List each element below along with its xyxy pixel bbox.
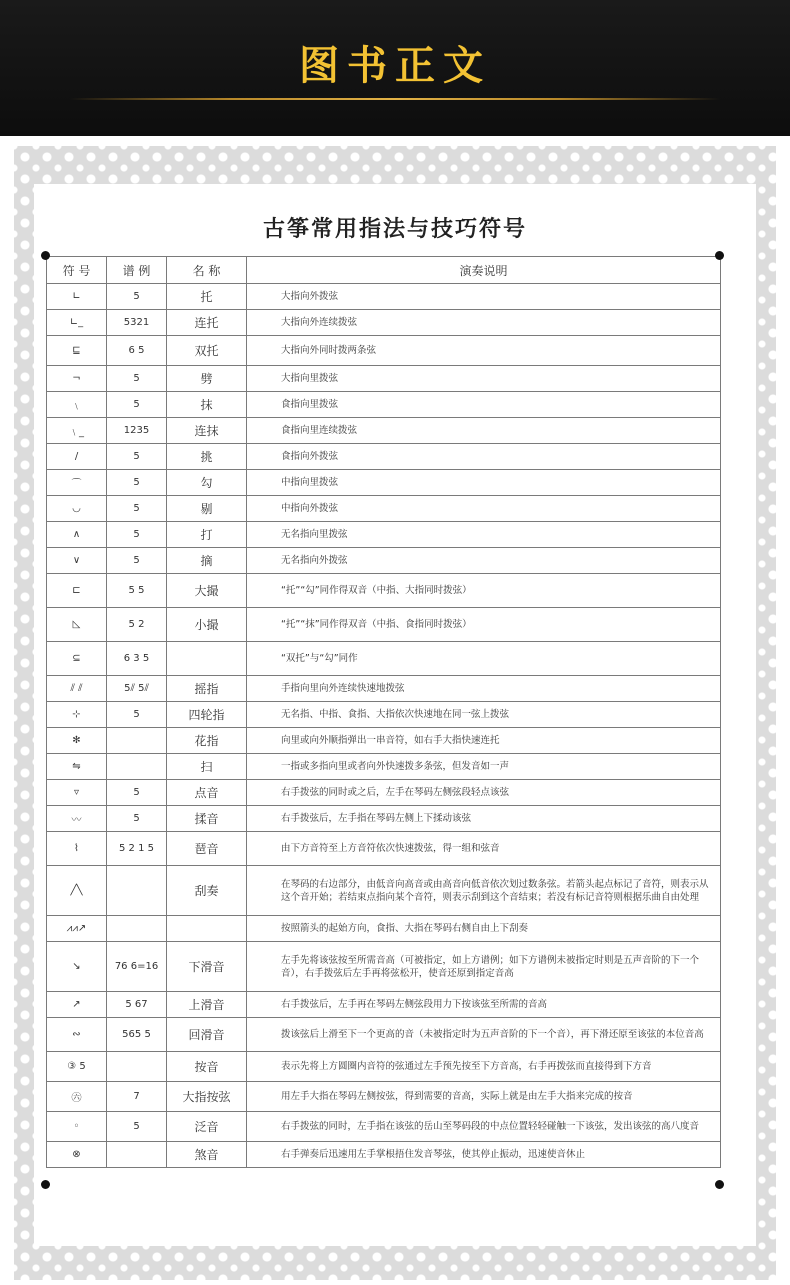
symbol-cell: ╱╲ <box>47 866 107 916</box>
symbol-cell: ↗ <box>47 992 107 1018</box>
example-cell: 5 <box>107 548 167 574</box>
example-cell: 6 5 <box>107 336 167 366</box>
name-cell: 连抹 <box>167 418 247 444</box>
example-cell: 5 <box>107 444 167 470</box>
table-row <box>47 444 721 470</box>
example-cell <box>107 728 167 754</box>
table-row <box>47 496 721 522</box>
symbol-cell: ⌒ <box>47 470 107 496</box>
name-cell: 下滑音 <box>167 942 247 992</box>
table-row <box>47 470 721 496</box>
description-cell: 表示先将上方圆圈内音符的弦通过左手预先按至下方音高，右手再拨弦而直接得到下方音 <box>247 1052 721 1082</box>
symbol-cell: ¬ <box>47 366 107 392</box>
symbol-cell: ∧ <box>47 522 107 548</box>
table-row <box>47 574 721 608</box>
name-cell: 劈 <box>167 366 247 392</box>
description-cell: 一指或多指向里或者向外快速拨多条弦，但发音如一声 <box>247 754 721 780</box>
table-row <box>47 1112 721 1142</box>
name-cell <box>167 916 247 942</box>
header-symbol: 符 号 <box>47 257 107 284</box>
table-row <box>47 992 721 1018</box>
description-cell: 无名指向外拨弦 <box>247 548 721 574</box>
example-cell: 5 <box>107 284 167 310</box>
name-cell: 抹 <box>167 392 247 418</box>
example-cell <box>107 866 167 916</box>
symbol-cell: ∾ <box>47 1018 107 1052</box>
example-cell: 5 <box>107 496 167 522</box>
name-cell: 泛音 <box>167 1112 247 1142</box>
symbol-cell: / <box>47 444 107 470</box>
example-cell: 76 6=16 <box>107 942 167 992</box>
name-cell: 大指按弦 <box>167 1082 247 1112</box>
description-cell: 拨该弦后上滑至下一个更高的音（未被指定时为五声音阶的下一个音），再下滑还原至该弦的本位音高 <box>247 1018 721 1052</box>
corner-dot <box>41 1180 50 1189</box>
example-cell <box>107 916 167 942</box>
symbol-cell: ㊅ <box>47 1082 107 1112</box>
example-cell <box>107 1052 167 1082</box>
description-cell: 在琴码的右边部分，由低音向高音或由高音向低音依次划过数条弦。若箭头起点标记了音符，则表示从这个音开始；若结束点指向某个音符，则表示刮到这个音结束；若没有标记音符则根据乐曲自由处理 <box>247 866 721 916</box>
example-cell: 5 67 <box>107 992 167 1018</box>
example-cell: 1235 <box>107 418 167 444</box>
header-name: 名 称 <box>167 257 247 284</box>
description-cell: 右手拨弦的同时或之后，左手在琴码左侧弦段轻点该弦 <box>247 780 721 806</box>
name-cell: 扫 <box>167 754 247 780</box>
description-cell: 大指向外同时拨两条弦 <box>247 336 721 366</box>
name-cell: 双托 <box>167 336 247 366</box>
name-cell: 托 <box>167 284 247 310</box>
corner-dot <box>715 1180 724 1189</box>
description-cell: 无名指向里拨弦 <box>247 522 721 548</box>
description-cell: 用左手大指在琴码左侧按弦，得到需要的音高，实际上就是由左手大指来完成的按音 <box>247 1082 721 1112</box>
content-sheet <box>34 184 756 1246</box>
table-row <box>47 1082 721 1112</box>
table-row <box>47 916 721 942</box>
name-cell: 琶音 <box>167 832 247 866</box>
symbol-cell: ⊗ <box>47 1142 107 1168</box>
description-cell: 食指向外拨弦 <box>247 444 721 470</box>
table-row <box>47 310 721 336</box>
symbol-cell: ↘ <box>47 942 107 992</box>
name-cell: 刮奏 <box>167 866 247 916</box>
description-cell: 食指向里拨弦 <box>247 392 721 418</box>
description-cell: 右手拨弦后，左手再在琴码左侧弦段用力下按该弦至所需的音高 <box>247 992 721 1018</box>
example-cell: 5 <box>107 806 167 832</box>
book-page <box>14 146 776 1280</box>
table-row <box>47 522 721 548</box>
example-cell: 5 <box>107 366 167 392</box>
symbol-cell: ◡ <box>47 496 107 522</box>
description-cell: 手指向里向外连续快速地拨弦 <box>247 676 721 702</box>
example-cell: 5 <box>107 780 167 806</box>
header-banner <box>0 0 790 136</box>
symbol-cell: ✻ <box>47 728 107 754</box>
description-cell: 向里或向外顺指弹出一串音符，如右手大指快速连托 <box>247 728 721 754</box>
document-title: 古筝常用指法与技巧符号 <box>262 217 527 242</box>
description-cell: 无名指、中指、食指、大指依次快速地在同一弦上拨弦 <box>247 702 721 728</box>
name-cell: 摇指 <box>167 676 247 702</box>
table-row <box>47 392 721 418</box>
symbol-cell: ▿ <box>47 780 107 806</box>
name-cell: 上滑音 <box>167 992 247 1018</box>
table-row <box>47 832 721 866</box>
example-cell: 5 <box>107 392 167 418</box>
example-cell <box>107 754 167 780</box>
description-cell: 按照箭头的起始方向，食指、大指在琴码右侧自由上下刮奏 <box>247 916 721 942</box>
name-cell: 挑 <box>167 444 247 470</box>
description-cell: 右手拨弦后，左手指在琴码左侧上下揉动该弦 <box>247 806 721 832</box>
example-cell: 5 <box>107 702 167 728</box>
name-cell: 花指 <box>167 728 247 754</box>
table-row <box>47 702 721 728</box>
symbol-table <box>46 256 721 1168</box>
example-cell: 5 <box>107 470 167 496</box>
name-cell: 煞音 <box>167 1142 247 1168</box>
symbol-cell: ∨ <box>47 548 107 574</box>
description-cell: “托”“抹”同作得双音（中指、食指同时拨弦） <box>247 608 721 642</box>
name-cell: 摘 <box>167 548 247 574</box>
symbol-cell: ⌇ <box>47 832 107 866</box>
symbol-cell: ⊹ <box>47 702 107 728</box>
table-row <box>47 806 721 832</box>
table-row <box>47 942 721 992</box>
description-cell: 由下方音符至上方音符依次快速拨弦，得一组和弦音 <box>247 832 721 866</box>
symbol-cell: 〰 <box>47 806 107 832</box>
example-cell: 5 <box>107 1112 167 1142</box>
description-cell: 大指向里拨弦 <box>247 366 721 392</box>
name-cell: 打 <box>167 522 247 548</box>
symbol-cell: ③ 5 <box>47 1052 107 1082</box>
example-cell: 565 5 <box>107 1018 167 1052</box>
table-row <box>47 754 721 780</box>
table-row <box>47 418 721 444</box>
example-cell: 5⫽ 5⫽ <box>107 676 167 702</box>
description-cell: 大指向外拨弦 <box>247 284 721 310</box>
example-cell: 7 <box>107 1082 167 1112</box>
name-cell: 四轮指 <box>167 702 247 728</box>
table-row <box>47 728 721 754</box>
example-cell: 5 2 <box>107 608 167 642</box>
description-cell: 左手先将该弦按至所需音高（可被指定，如上方谱例；如下方谱例未被指定时则是五声音阶的下一个音），右手拨弦后左手再将弦松开，使音还原到指定音高 <box>247 942 721 992</box>
symbol-cell: ⫽ ⫽ <box>47 676 107 702</box>
banner-divider <box>70 98 720 100</box>
table-row <box>47 336 721 366</box>
description-cell: “托”“勾”同作得双音（中指、大指同时拨弦） <box>247 574 721 608</box>
symbol-cell: ⇋ <box>47 754 107 780</box>
table-row <box>47 548 721 574</box>
table-row <box>47 284 721 310</box>
name-cell: 揉音 <box>167 806 247 832</box>
name-cell: 点音 <box>167 780 247 806</box>
name-cell: 小撮 <box>167 608 247 642</box>
table-row <box>47 1142 721 1168</box>
symbol-cell: ∟ <box>47 284 107 310</box>
symbol-cell: ◺ <box>47 608 107 642</box>
symbol-cell: ⩘⩘↗ <box>47 916 107 942</box>
table-row <box>47 642 721 676</box>
symbol-cell: ⊆ <box>47 642 107 676</box>
description-cell: “双托”与“勾”同作 <box>247 642 721 676</box>
description-cell: 右手拨弦的同时，左手指在该弦的岳山至琴码段的中点位置轻轻碰触一下该弦，发出该弦的高八度音 <box>247 1112 721 1142</box>
banner-title: 图书正文 <box>299 43 491 89</box>
corner-dot <box>715 251 724 260</box>
description-cell: 中指向里拨弦 <box>247 470 721 496</box>
symbol-cell: ⊏ <box>47 574 107 608</box>
symbol-cell: ﹨ <box>47 392 107 418</box>
symbol-cell: ⊑ <box>47 336 107 366</box>
table-row <box>47 866 721 916</box>
symbol-cell: ﹨_ <box>47 418 107 444</box>
table-row <box>47 1018 721 1052</box>
table-row <box>47 366 721 392</box>
example-cell: 5 5 <box>107 574 167 608</box>
corner-dot <box>41 251 50 260</box>
description-cell: 右手弹奏后迅速用左手掌根捂住发音琴弦，使其停止振动，迅速使音休止 <box>247 1142 721 1168</box>
name-cell: 回滑音 <box>167 1018 247 1052</box>
example-cell <box>107 1142 167 1168</box>
name-cell: 连托 <box>167 310 247 336</box>
description-cell: 食指向里连续拨弦 <box>247 418 721 444</box>
example-cell: 5321 <box>107 310 167 336</box>
header-example: 谱 例 <box>107 257 167 284</box>
description-cell: 中指向外拨弦 <box>247 496 721 522</box>
name-cell: 勾 <box>167 470 247 496</box>
example-cell: 5 <box>107 522 167 548</box>
table-row <box>47 676 721 702</box>
example-cell: 6 3 5 <box>107 642 167 676</box>
name-cell: 剔 <box>167 496 247 522</box>
example-cell: 5 2 1 5 <box>107 832 167 866</box>
table-row <box>47 780 721 806</box>
table-row <box>47 1052 721 1082</box>
symbol-cell: ◦ <box>47 1112 107 1142</box>
name-cell: 按音 <box>167 1052 247 1082</box>
table-header-row <box>47 257 721 284</box>
name-cell <box>167 642 247 676</box>
symbol-cell: ∟_ <box>47 310 107 336</box>
description-cell: 大指向外连续拨弦 <box>247 310 721 336</box>
header-description: 演奏说明 <box>247 257 721 284</box>
name-cell: 大撮 <box>167 574 247 608</box>
table-row <box>47 608 721 642</box>
